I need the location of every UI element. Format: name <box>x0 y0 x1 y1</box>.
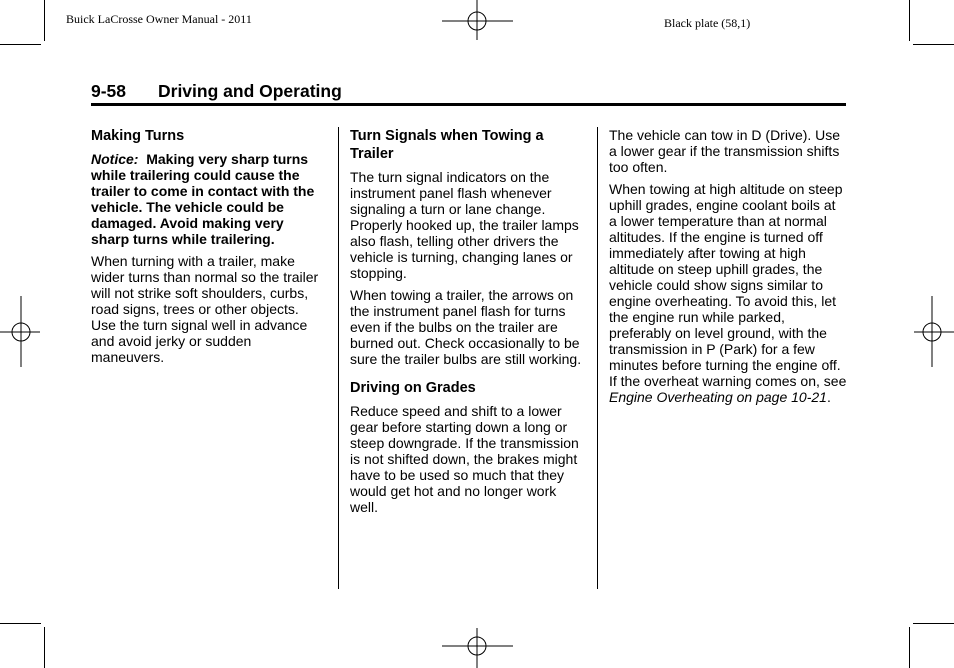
column-3 <box>609 127 847 411</box>
paragraph-text: When towing at high altitude on steep uphill grades, engine coolant boils at a lower temperature than at normal altitudes. If the engine is turned off immediately after towing at high altitude on steep uphill grades, the vehicle could show signs similar to engine overheating. To avoid this, let the engine run while parked, preferably on level ground, with the transmission in P (Park) for a few minutes before turning the engine off. If the overheat warning comes on, see <box>609 181 847 389</box>
crop-mark <box>909 627 910 668</box>
heading-turn-signals: Turn Signals when Towing a Trailer <box>350 128 544 162</box>
page-number: 9-58 <box>91 81 127 101</box>
paragraph: Reduce speed and shift to a lower gear before starting down a long or steep downgrade. If the transmission is not shifted down, the brakes might have to be used so much that they would get hot and no longer work well. <box>350 403 579 515</box>
registration-mark-icon <box>442 0 514 44</box>
section-title: Driving and Operating <box>158 81 342 101</box>
paragraph: The vehicle can tow in D (Drive). Use a lower gear if the transmission shifts too often. <box>609 127 841 175</box>
registration-mark-icon <box>442 624 514 668</box>
paragraph: When turning with a trailer, make wider turns than normal so the trailer will not strike soft shoulders, curbs, road signs, trees or other objects. Use the turn signal well in advance and avoid jerky or sudden maneuvers. <box>91 253 319 365</box>
registration-mark-icon <box>910 296 954 368</box>
notice-text: Making very sharp turns while trailering could cause the trailer to come in contact with the vehicle. The vehicle could be damaged. Avoid making very sharp turns while trailering. <box>91 151 315 247</box>
paragraph-with-xref <box>609 181 847 405</box>
crop-mark <box>44 627 45 668</box>
punctuation: . <box>826 389 831 405</box>
crop-mark <box>909 0 910 41</box>
crop-mark <box>913 44 954 45</box>
heading-driving-on-grades: Driving on Grades <box>350 380 476 396</box>
plate-info: Black plate (58,1) <box>664 16 751 30</box>
crop-mark <box>913 623 954 624</box>
cross-reference-link[interactable]: Engine Overheating on page 10-21 <box>609 389 827 405</box>
paragraph: The turn signal indicators on the instrument panel flash whenever signaling a turn or lane change. Properly hooked up, the trailer lamps also flash, telling other drivers the vehicle is turning, changing lanes or stopping. <box>350 169 579 281</box>
crop-mark <box>0 44 41 45</box>
heading-making-turns: Making Turns <box>91 128 185 144</box>
notice <box>91 151 323 247</box>
column-divider <box>597 127 598 589</box>
crop-mark <box>44 0 45 41</box>
manual-title: Buick LaCrosse Owner Manual - 2011 <box>66 12 252 26</box>
column-2 <box>350 127 586 521</box>
crop-mark <box>0 623 41 624</box>
registration-mark-icon <box>0 296 44 368</box>
paragraph: When towing a trailer, the arrows on the instrument panel flash for turns even if the bulbs on the trailer are burned out. Check occasionally to be sure the trailer bulbs are still working. <box>350 287 582 367</box>
column-1 <box>91 127 323 371</box>
notice-label: Notice: <box>91 151 139 167</box>
column-divider <box>338 127 339 589</box>
running-head <box>91 81 846 106</box>
